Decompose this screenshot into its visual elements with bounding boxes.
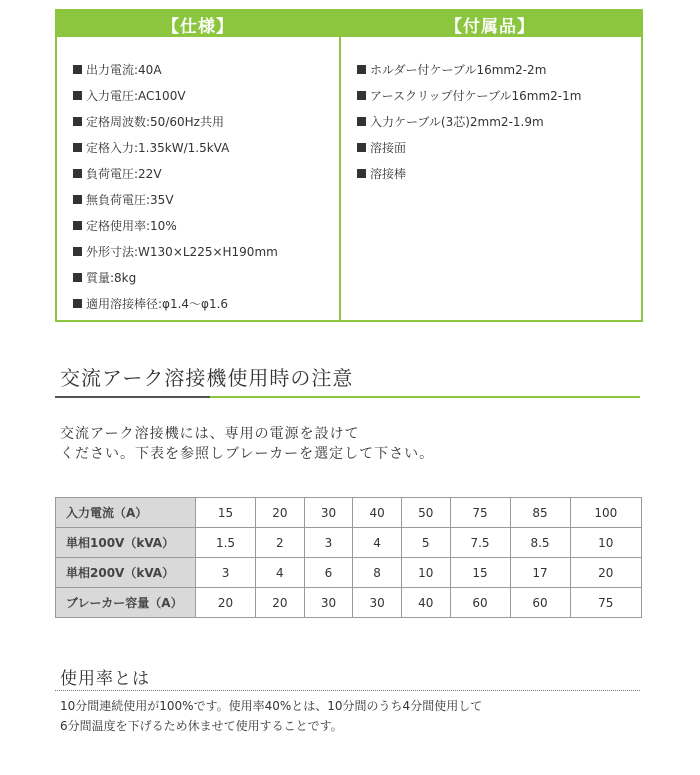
spec-item: 定格周波数:50/60Hz共用 — [73, 108, 278, 134]
spec-item: 適用溶接棒径:φ1.4〜φ1.6 — [73, 290, 278, 316]
accessories-list — [357, 56, 581, 186]
title-rule-dark — [55, 396, 210, 398]
spec-item: 定格入力:1.35kW/1.5kVA — [73, 134, 278, 160]
bullet-square-icon — [73, 299, 82, 308]
table-cell: 3 — [196, 558, 256, 588]
table-cell: 20 — [196, 588, 256, 618]
row-header: ブレーカー容量（A） — [56, 588, 196, 618]
accessory-item: ホルダー付ケーブル16mm2-2m — [357, 56, 581, 82]
usage-title: 使用率とは — [60, 669, 150, 689]
notice-text: 交流アーク溶接機には、専用の電源を設けて ください。下表を参照しブレーカーを選定して下さい。 — [60, 426, 435, 462]
table-cell: 1.5 — [196, 528, 256, 558]
table-cell: 30 — [304, 498, 353, 528]
notice-title: 交流アーク溶接機使用時の注意 — [60, 366, 354, 390]
table-cell: 50 — [401, 498, 450, 528]
usage-rule — [55, 690, 640, 691]
spec-item: 無負荷電圧:35V — [73, 186, 278, 212]
table-cell: 10 — [570, 528, 641, 558]
bullet-square-icon — [357, 117, 366, 126]
table-cell: 5 — [401, 528, 450, 558]
table-cell: 30 — [353, 588, 402, 618]
row-header: 単相100V（kVA） — [56, 528, 196, 558]
spec-item: 外形寸法:W130×L225×H190mm — [73, 238, 278, 264]
table-cell: 7.5 — [450, 528, 510, 558]
bullet-square-icon — [357, 143, 366, 152]
row-header: 入力電流（A） — [56, 498, 196, 528]
bullet-square-icon — [357, 65, 366, 74]
table-row — [56, 588, 642, 618]
spec-item: 出力電流:40A — [73, 56, 278, 82]
bullet-square-icon — [357, 91, 366, 100]
table-cell: 20 — [256, 498, 305, 528]
spec-item: 負荷電圧:22V — [73, 160, 278, 186]
table-cell: 15 — [450, 558, 510, 588]
row-header: 単相200V（kVA） — [56, 558, 196, 588]
bullet-square-icon — [73, 169, 82, 178]
table-cell: 75 — [570, 588, 641, 618]
table-cell: 60 — [450, 588, 510, 618]
table-cell: 20 — [256, 588, 305, 618]
title-rule-green — [210, 396, 640, 398]
table-cell: 2 — [256, 528, 305, 558]
table-cell: 20 — [570, 558, 641, 588]
table-cell: 30 — [304, 588, 353, 618]
breaker-table — [55, 497, 642, 618]
bullet-square-icon — [73, 273, 82, 282]
bullet-square-icon — [73, 195, 82, 204]
spec-item: 定格使用率:10% — [73, 212, 278, 238]
accessory-item: 入力ケーブル(3芯)2mm2-1.9m — [357, 108, 581, 134]
accessory-item: 溶接面 — [357, 134, 581, 160]
table-cell: 100 — [570, 498, 641, 528]
accessory-item: アースクリップ付ケーブル16mm2-1m — [357, 82, 581, 108]
bullet-square-icon — [73, 91, 82, 100]
table-cell: 8 — [353, 558, 402, 588]
spec-item: 入力電圧:AC100V — [73, 82, 278, 108]
table-cell: 6 — [304, 558, 353, 588]
bullet-square-icon — [73, 247, 82, 256]
table-cell: 4 — [353, 528, 402, 558]
bullet-square-icon — [73, 221, 82, 230]
table-cell: 3 — [304, 528, 353, 558]
table-cell: 4 — [256, 558, 305, 588]
bullet-square-icon — [73, 65, 82, 74]
table-row — [56, 528, 642, 558]
usage-text: 10分間連続使用が100%です。使用率40%とは、10分間のうち4分間使用して 6分間温度を下げるため休ませて使用することです。 — [60, 699, 483, 733]
spec-list — [73, 56, 278, 316]
table-cell: 17 — [510, 558, 570, 588]
table-cell: 40 — [401, 588, 450, 618]
spec-title: 【仕様】 — [57, 11, 339, 37]
table-row — [56, 558, 642, 588]
table-cell: 85 — [510, 498, 570, 528]
table-cell: 60 — [510, 588, 570, 618]
table-cell: 75 — [450, 498, 510, 528]
accessories-title: 【付属品】 — [339, 11, 641, 37]
table-row — [56, 498, 642, 528]
spec-item: 質量:8kg — [73, 264, 278, 290]
table-cell: 10 — [401, 558, 450, 588]
bullet-square-icon — [357, 169, 366, 178]
spec-divider — [339, 11, 341, 320]
bullet-square-icon — [73, 143, 82, 152]
table-cell: 15 — [196, 498, 256, 528]
accessory-item: 溶接棒 — [357, 160, 581, 186]
spec-box — [55, 9, 643, 322]
table-cell: 40 — [353, 498, 402, 528]
table-cell: 8.5 — [510, 528, 570, 558]
bullet-square-icon — [73, 117, 82, 126]
